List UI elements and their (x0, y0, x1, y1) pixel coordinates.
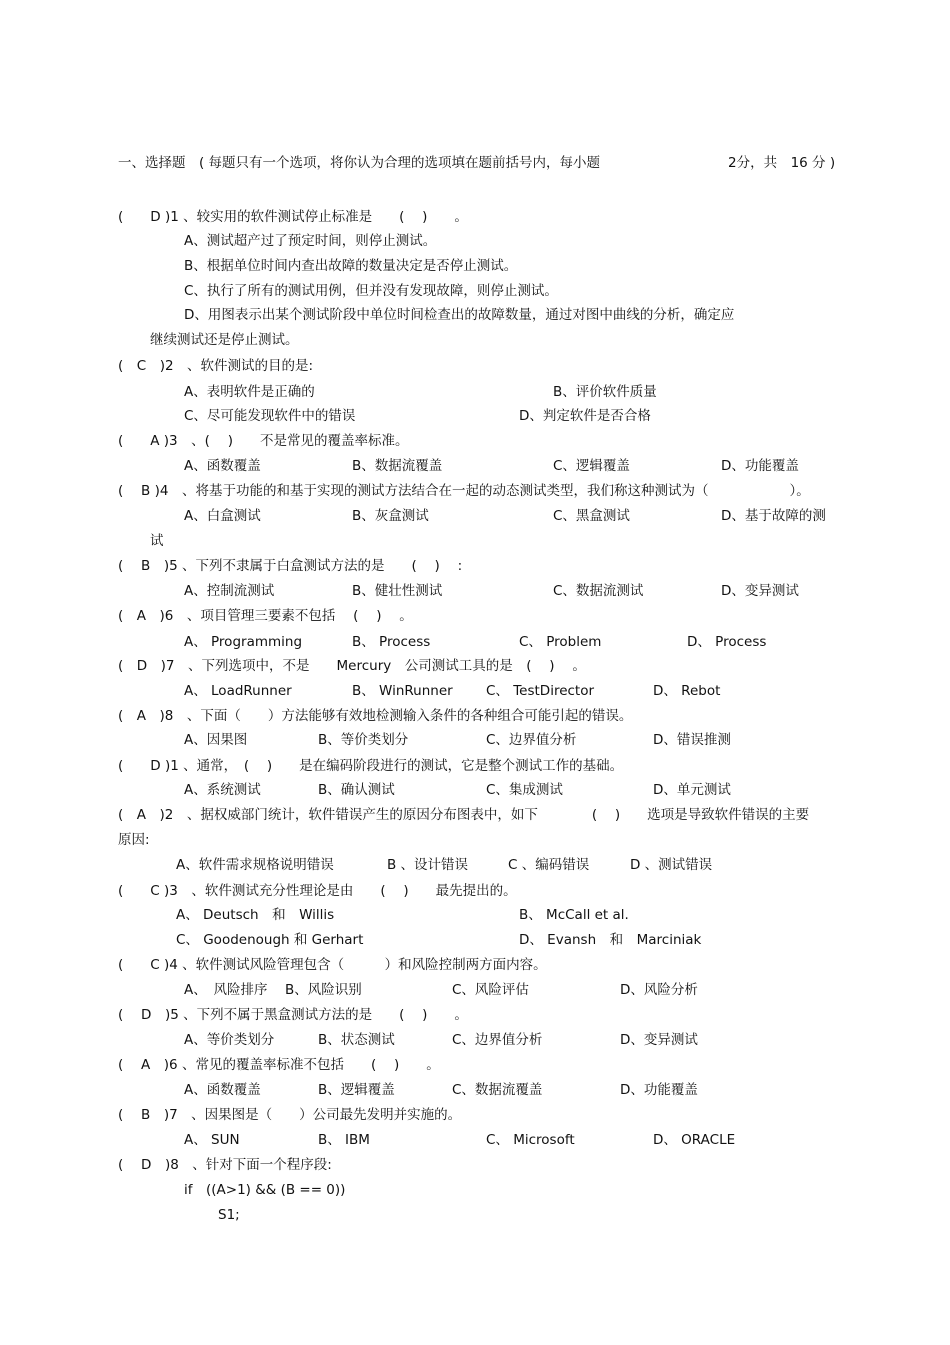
text-line: C、逻辑覆盖 (553, 458, 630, 474)
text-line: A、测试超产过了预定时间，则停止测试。 (184, 233, 437, 249)
text-line: ( B )4 、将基于功能的和基于实现的测试方法结合在一起的动态测试类型，我们称这种测试为（ ）。 (118, 483, 810, 499)
text-line: D、错误推测 (653, 732, 731, 748)
text-line: A、 Deutsch 和 Willis (176, 907, 335, 923)
text-line: ( A )3 、( ) 不是常见的覆盖率标准。 (118, 433, 409, 449)
text-line: B、灰盒测试 (352, 508, 429, 524)
text-line: B、评价软件质量 (553, 384, 657, 400)
text-line: ( D )1 、较实用的软件测试停止标准是 ( ) 。 (118, 209, 468, 225)
text-line: ( D )5 、下列不属于黑盒测试方法的是 ( ) 。 (118, 1007, 468, 1023)
text-line: A、系统测试 (184, 782, 261, 798)
text-line: ( D )7 、下列选项中，不是 Mercury 公司测试工具的是 ( ) 。 (118, 658, 586, 674)
text-line: D 、测试错误 (630, 857, 713, 873)
text-line: D、 Evansh 和 Marciniak (519, 932, 702, 948)
text-line: ( D )1 、通常， ( ) 是在编码阶段进行的测试，它是整个测试工作的基础。 (118, 758, 624, 774)
text-line: C、边界值分析 (486, 732, 577, 748)
text-line: A、 Programming (184, 634, 303, 650)
text-line: C、数据流覆盖 (452, 1082, 543, 1098)
text-line: D、单元测试 (653, 782, 731, 798)
text-line: B、数据流覆盖 (352, 458, 443, 474)
text-line: C、 Problem (519, 634, 602, 650)
text-line: A、控制流测试 (184, 583, 275, 599)
text-line: S1; (218, 1207, 240, 1223)
text-line: ( A )6 、项目管理三要素不包括 ( ) 。 (118, 608, 413, 624)
text-line: C、 TestDirector (486, 683, 595, 699)
text-line: C 、编码错误 (508, 857, 590, 873)
text-line: D、功能覆盖 (721, 458, 799, 474)
text-line: D、变异测试 (620, 1032, 698, 1048)
text-line: C、执行了所有的测试用例，但并没有发现故障，则停止测试。 (184, 283, 558, 299)
text-line: C、 Microsoft (486, 1132, 575, 1148)
text-line: ( C )3 、软件测试充分性理论是由 ( ) 最先提出的。 (118, 883, 517, 899)
text-line: B、 IBM (318, 1132, 370, 1148)
text-line: ( B )5 、下列不隶属于白盒测试方法的是 ( ) : (118, 558, 463, 574)
text-line: if ((A>1) && (B == 0)) (184, 1182, 346, 1198)
text-line: D、 Process (687, 634, 767, 650)
text-line: B、逻辑覆盖 (318, 1082, 395, 1098)
text-line: C、风险评估 (452, 982, 529, 998)
text-line: A、 LoadRunner (184, 683, 292, 699)
text-line: B、 McCall et al. (519, 907, 629, 923)
text-line: B、 WinRunner (352, 683, 453, 699)
text-line: ( C )4 、软件测试风险管理包含（ ）和风险控制两方面内容。 (118, 957, 547, 973)
text-line: A、白盒测试 (184, 508, 261, 524)
text-line: C、 Goodenough 和 Gerhart (176, 932, 364, 948)
text-line: D、风险分析 (620, 982, 698, 998)
text-line: 一、选择题 ( 每题只有一个选项，将你认为合理的选项填在题前括号内，每小题 (118, 155, 601, 171)
text-line: A、因果图 (184, 732, 248, 748)
text-line: 试 (150, 533, 164, 549)
text-line: A、 SUN (184, 1132, 240, 1148)
text-line: B、确认测试 (318, 782, 395, 798)
text-line: D、 ORACLE (653, 1132, 736, 1148)
text-line: B、状态测试 (318, 1032, 395, 1048)
text-line: A、函数覆盖 (184, 1082, 261, 1098)
text-line: D、功能覆盖 (620, 1082, 698, 1098)
text-line: ( A )6 、常见的覆盖率标准不包括 ( ) 。 (118, 1057, 440, 1073)
text-line: A、函数覆盖 (184, 458, 261, 474)
text-line: ( A )2 、据权威部门统计，软件错误产生的原因分布图表中，如下 ( ) 选项是导致软件错误的主要 (118, 807, 810, 823)
text-line: 原因: (118, 832, 150, 848)
text-line: 继续测试还是停止测试。 (150, 332, 299, 348)
text-line: ( B )7 、因果图是（ ）公司最先发明并实施的。 (118, 1107, 462, 1123)
text-line: D、判定软件是否合格 (519, 408, 651, 424)
text-line: D、用图表示出某个测试阶段中单位时间检查出的故障数量，通过对图中曲线的分析，确定应 (184, 307, 735, 323)
text-line: C、边界值分析 (452, 1032, 543, 1048)
text-line: ( C )2 、软件测试的目的是: (118, 358, 314, 374)
text-line: A、软件需求规格说明错误 (176, 857, 334, 873)
text-line: A、表明软件是正确的 (184, 384, 315, 400)
text-line: A、 风险排序 (184, 982, 268, 998)
text-line: B、 Process (352, 634, 431, 650)
text-line: ( D )8 、针对下面一个程序段: (118, 1157, 332, 1173)
text-line: ( A )8 、下面（ ）方法能够有效地检测输入条件的各种组合可能引起的错误。 (118, 708, 633, 724)
text-line: C、黑盒测试 (553, 508, 630, 524)
text-line: C、尽可能发现软件中的错误 (184, 408, 356, 424)
text-line: B、等价类划分 (318, 732, 409, 748)
text-line: B、健壮性测试 (352, 583, 443, 599)
text-line: C、集成测试 (486, 782, 563, 798)
text-line: 2分，共 16 分 ) (728, 155, 836, 171)
text-line: A、等价类划分 (184, 1032, 275, 1048)
text-line: D、基于故障的测 (721, 508, 826, 524)
text-line: D、 Rebot (653, 683, 721, 699)
text-line: B、风险识别 (285, 982, 362, 998)
text-line: D、变异测试 (721, 583, 799, 599)
text-line: B 、设计错误 (387, 857, 469, 873)
text-line: C、数据流测试 (553, 583, 644, 599)
text-line: B、根据单位时间内查出故障的数量决定是否停止测试。 (184, 258, 518, 274)
